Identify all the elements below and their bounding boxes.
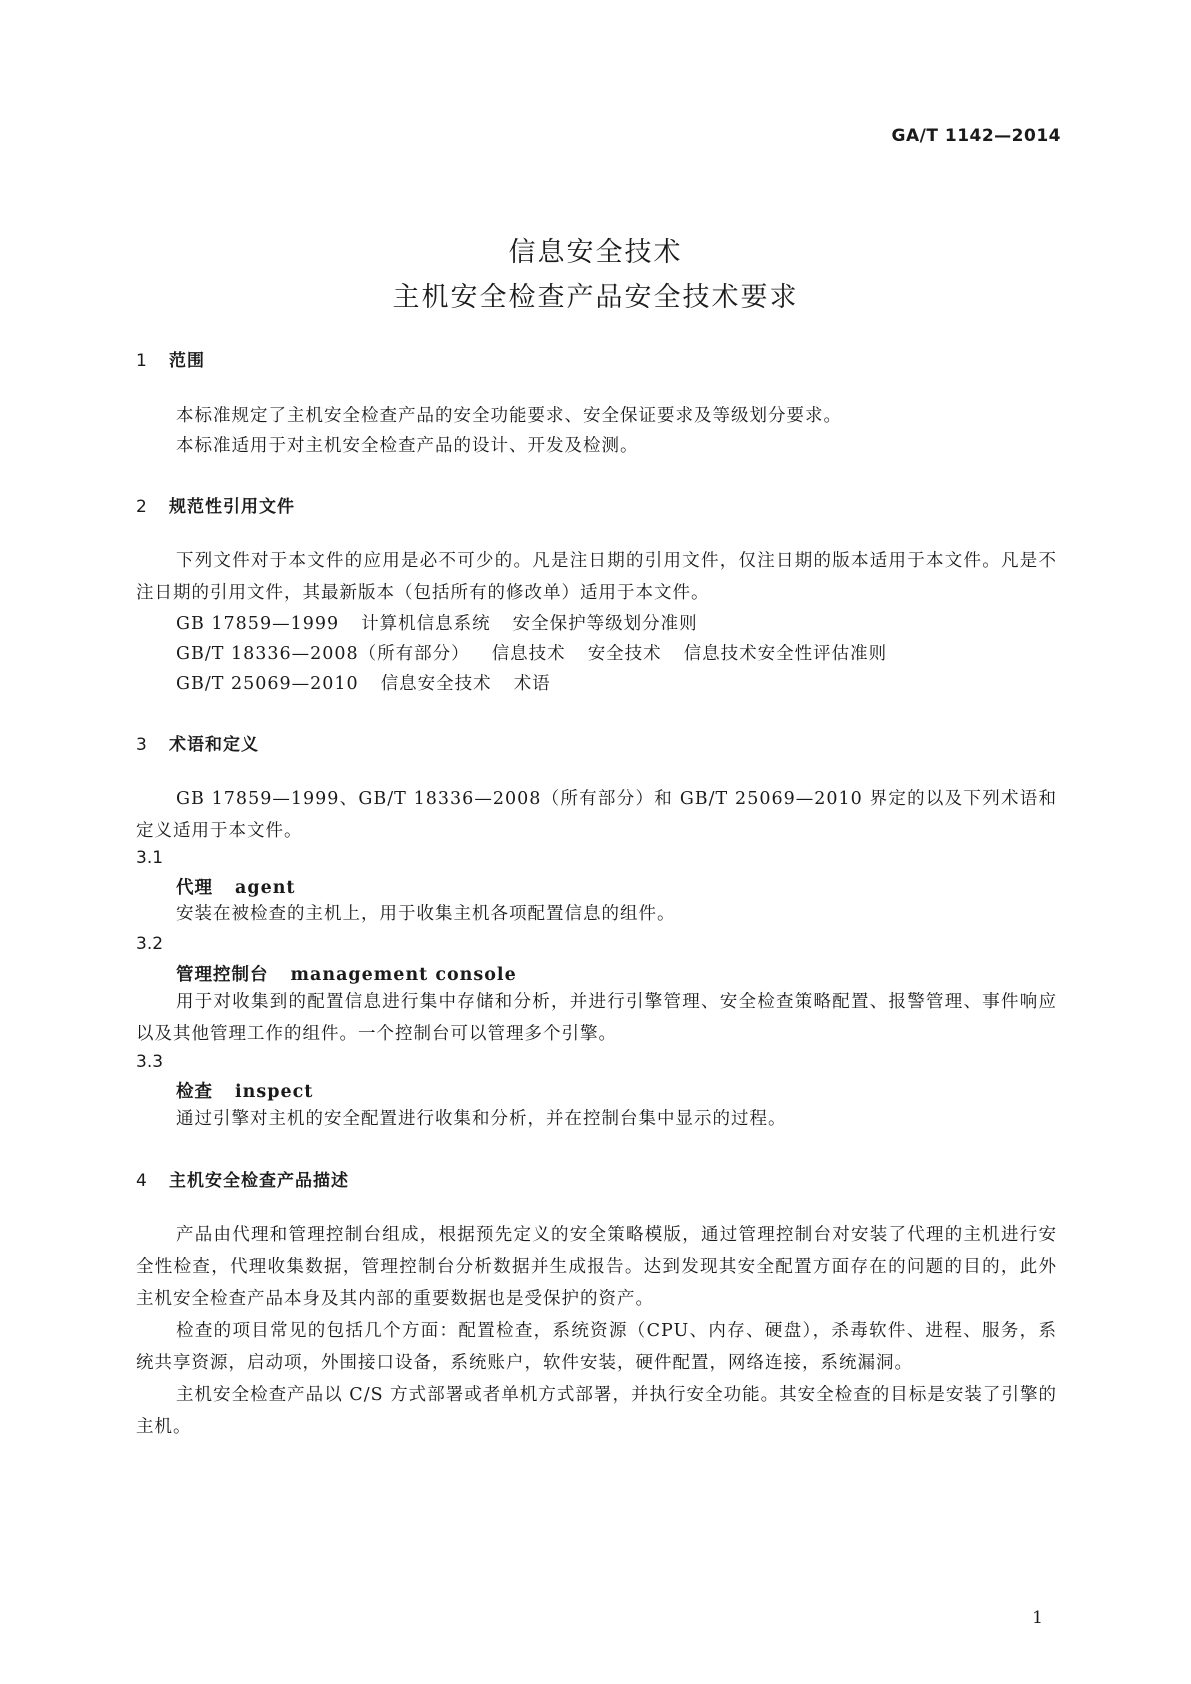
reference-item <box>176 610 698 635</box>
section-title: 规范性引用文件 <box>169 497 295 517</box>
term-definition: 通过引擎对主机的安全配置进行收集和分析，并在控制台集中显示的过程。 <box>176 1109 787 1129</box>
section-title: 主机安全检查产品描述 <box>169 1171 349 1191</box>
term-zh: 代理 <box>176 878 213 898</box>
document-title-line1: 信息安全技术 <box>508 237 683 268</box>
term-heading <box>176 874 296 899</box>
reference-item <box>176 640 887 665</box>
reference-code: GB 17859—1999 <box>176 614 340 634</box>
section-3-heading <box>136 730 259 755</box>
section-title: 术语和定义 <box>169 735 259 755</box>
term-number: 3.1 <box>136 848 164 868</box>
term-en: management console <box>290 965 517 985</box>
section-number: 3 <box>136 735 148 755</box>
term-definition: 安装在被检查的主机上，用于收集主机各项配置信息的组件。 <box>176 904 676 924</box>
reference-name: 术语 <box>513 674 551 694</box>
term-zh: 管理控制台 <box>176 965 269 985</box>
reference-item <box>176 670 551 695</box>
reference-name: 安全技术 <box>587 644 662 664</box>
section-1-heading <box>136 346 205 371</box>
section-1-paragraph: 本标准规定了主机安全检查产品的安全功能要求、安全保证要求及等级划分要求。 <box>176 406 842 426</box>
reference-name: 计算机信息系统 <box>361 614 491 634</box>
term-zh: 检查 <box>176 1082 213 1102</box>
reference-code: GB/T 18336—2008（所有部分） <box>176 644 470 664</box>
term-number: 3.3 <box>136 1052 164 1072</box>
section-4-heading <box>136 1166 349 1191</box>
term-definition: 用于对收集到的配置信息进行集中存储和分析，并进行引擎管理、安全检查策略配置、报警管理、事件响应以及其他管理工作的组件。一个控制台可以管理多个引擎。 <box>136 992 1057 1044</box>
section-number: 1 <box>136 351 148 371</box>
reference-name: 信息技术安全性评估准则 <box>683 644 888 664</box>
section-4-paragraph: 检查的项目常见的包括几个方面：配置检查，系统资源（CPU、内存、硬盘），杀毒软件、进程、服务，系统共享资源，启动项，外围接口设备，系统账户，软件安装，硬件配置，网络连接，系统漏洞。 <box>136 1321 1057 1373</box>
term-number: 3.2 <box>136 934 164 954</box>
section-2-heading <box>136 492 295 517</box>
section-4-paragraph: 产品由代理和管理控制台组成，根据预先定义的安全策略模版，通过管理控制台对安装了代理的主机进行安全性检查，代理收集数据，管理控制台分析数据并生成报告。达到发现其安全配置方面存在的问题的目的，此外主机安全检查产品本身及其内部的重要数据也是受保护的资产。 <box>136 1225 1057 1309</box>
term-heading <box>176 961 517 986</box>
section-title: 范围 <box>169 351 205 371</box>
section-number: 2 <box>136 497 148 517</box>
section-4-paragraph: 主机安全检查产品以 C/S 方式部署或者单机方式部署，并执行安全功能。其安全检查的目标是安装了引擎的主机。 <box>136 1385 1057 1437</box>
reference-code: GB/T 25069—2010 <box>176 674 359 694</box>
section-2-intro: 下列文件对于本文件的应用是必不可少的。凡是注日期的引用文件，仅注日期的版本适用于本文件。凡是不注日期的引用文件，其最新版本（包括所有的修改单）适用于本文件。 <box>136 551 1057 603</box>
document-title-line2: 主机安全检查产品安全技术要求 <box>392 282 799 313</box>
reference-name: 安全保护等级划分准则 <box>512 614 698 634</box>
section-1-paragraph: 本标准适用于对主机安全检查产品的设计、开发及检测。 <box>176 436 639 456</box>
reference-name: 信息技术 <box>491 644 566 664</box>
term-en: inspect <box>235 1082 314 1102</box>
page-number: 1 <box>1032 1608 1043 1628</box>
section-3-intro: GB 17859—1999、GB/T 18336—2008（所有部分）和 GB/T 25069—2010 界定的以及下列术语和定义适用于本文件。 <box>136 789 1057 841</box>
standard-number: GA/T 1142—2014 <box>891 126 1061 146</box>
section-number: 4 <box>136 1171 148 1191</box>
term-heading <box>176 1078 313 1103</box>
reference-name: 信息安全技术 <box>380 674 492 694</box>
term-en: agent <box>235 878 296 898</box>
